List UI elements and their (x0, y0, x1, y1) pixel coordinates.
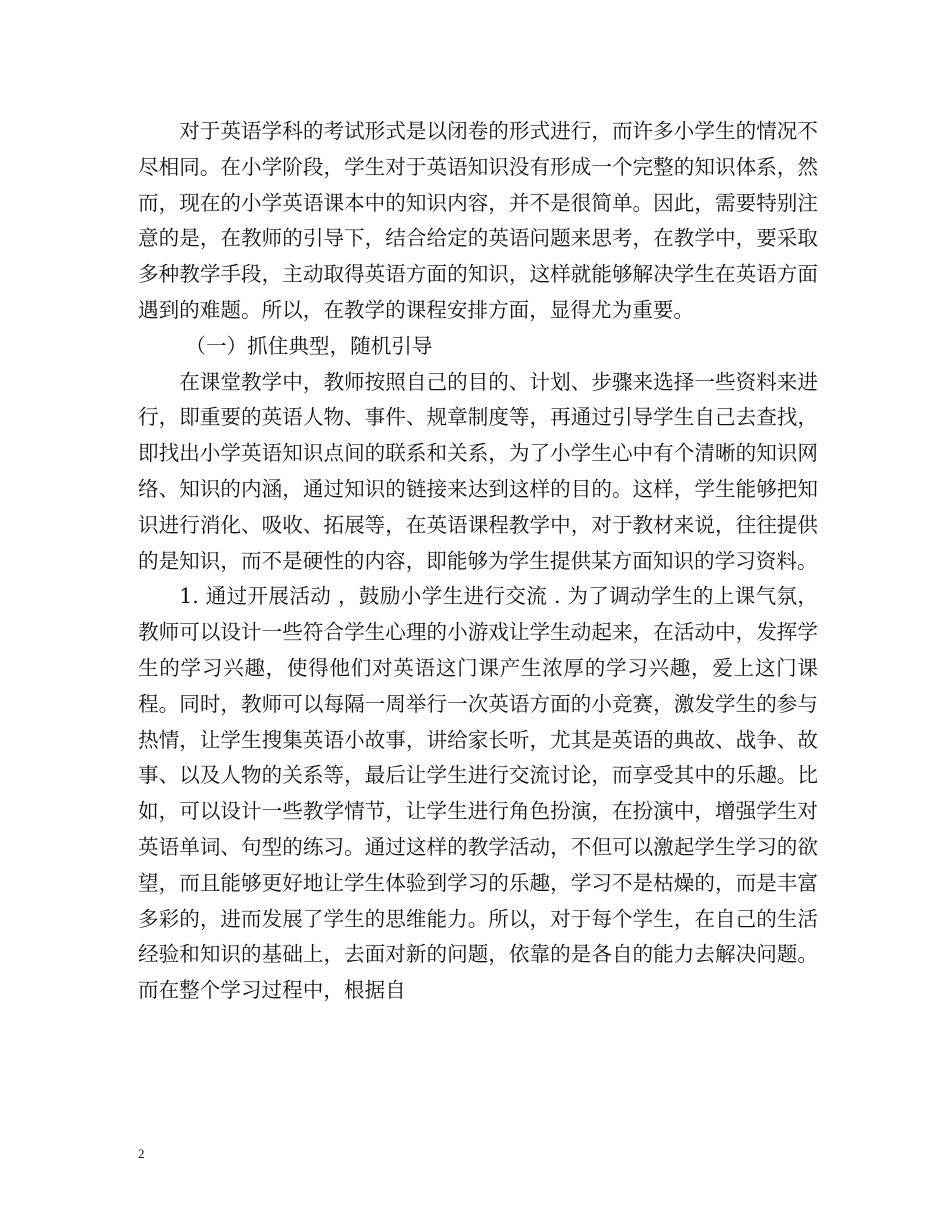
body-text (138, 114, 818, 1009)
page-number: 2 (138, 1146, 145, 1161)
paragraph-classroom: 在课堂教学中，教师按照自己的目的、计划、步骤来选择一些资料来进行，即重要的英语人物、事件、规章制度等，再通过引导学生自己去查找，即找出小学英语知识点间的联系和关系，为了小学生心中有个清晰的知识网络、知识的内涵，通过知识的链接来达到这样的目的。这样，学生能够把知识进行消化、吸收、拓展等，在英语课程教学中，对于教材来说，往往提供的是知识，而不是硬性的内容，即能够为学生提供某方面知识的学习资料。 (138, 369, 818, 573)
paragraph-intro: 对于英语学科的考试形式是以闭卷的形式进行，而许多小学生的情况不尽相同。在小学阶段，学生对于英语知识没有形成一个完整的知识体系，然而，现在的小学英语课本中的知识内容，并不是很简单。因此，需要特别注意的是，在教师的引导下，结合给定的英语问题来思考，在教学中，要采取多种教学手段，主动取得英语方面的知识，这样就能够解决学生在英语方面遇到的难题。所以，在教学的课程安排方面，显得尤为重要。 (138, 119, 818, 322)
paragraph-activities: 1. 通过开展活动 ，鼓励小学生进行交流 . 为了调动学生的上课气氛，教师可以设计一些符合学生心理的小游戏让学生动起来，在活动中，发挥学生的学习兴趣，使得他们对英语这门课产生浓厚的学习兴趣，爱上这门课程。同时，教师可以每隔一周举行一次英语方面的小竞赛，激发学生的参与热情，让学生搜集英语小故事，讲给家长听，尤其是英语的典故、战争、故事、以及人物的关系等，最后让学生进行交流讨论，而享受其中的乐趣。比如，可以设计一些教学情节，让学生进行角色扮演，在扮演中，增强学生对英语单词、句型的练习。通过这样的教学活动，不但可以激起学生学习的欲望，而且能够更好地让学生体验到学习的乐趣，学习不是枯燥的，而是丰富多彩的，进而发展了学生的思维能力。所以，对于每个学生，在自己的生活经验和知识的基础上，去面对新的问题，依靠的是各自的能力去解决问题。而在整个学习过程中，根据自 (138, 584, 818, 1003)
section-heading: （一）抓住典型，随机引导 (185, 333, 433, 358)
